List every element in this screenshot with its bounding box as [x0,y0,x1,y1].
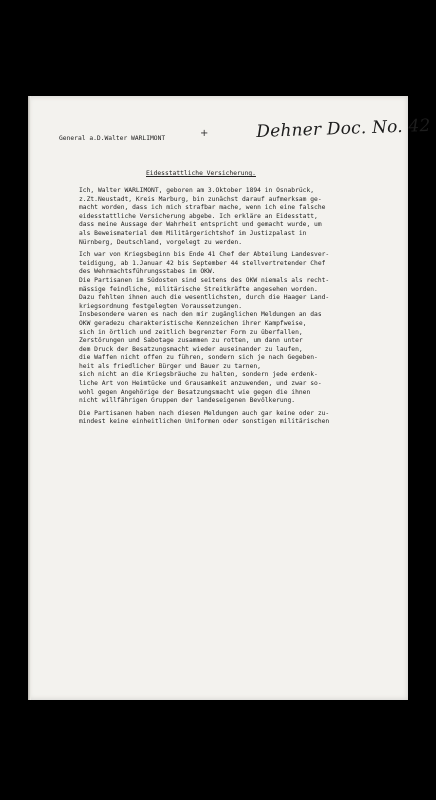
paragraph-partisans [79,277,399,406]
text-line: Nürnberg, Deutschland, vorgelegt zu werden. [79,238,243,246]
text-line: Die Partisanen im Südosten sind seitens des OKW niemals als recht- [79,276,330,284]
text-line: Insbesondere waren es nach den mir zugänglichen Meldungen an das [79,311,322,319]
text-line: z.Zt.Neustadt, Kreis Marburg, bin zunächst darauf aufmerksam ge- [79,195,322,203]
paragraph-intro [79,187,399,247]
text-line: als Beweismaterial dem Militärgerichtshof im Justizpalast in [79,229,307,237]
text-line: heit als friedlicher Bürger und Bauer zu tarnen, [79,362,261,370]
text-line: mindest keine einheitlichen Uniformen oder sonstigen militärischen [79,418,330,426]
text-line: kriegsordnung festgelegten Voraussetzungen. [79,302,243,310]
text-line: Zerstörungen und Sabotage zusammen zu rotten, um dann unter [79,337,303,345]
text-line: teidigung, ab 1.Januar 42 bis September 44 stellvertretender Chef [79,259,326,267]
page-edge-shadow [28,96,31,700]
plus-mark: + [200,128,209,139]
text-line: dem Druck der Besatzungsmacht wieder auseinander zu laufen, [79,345,303,353]
text-line: sich in örtlich und zeitlich begrenzter Form zu überfallen, [79,328,303,336]
paragraph-uniforms [79,410,399,427]
author-header: General a.D.Walter WARLIMONT [59,135,166,142]
document-body [79,187,399,431]
text-line: Ich, Walter WARLIMONT, geboren am 3.Oktober 1894 in Osnabrück, [79,187,315,194]
text-line: nicht willfährigen Gruppen der landeseigenen Bevölkerung. [79,397,296,405]
text-line: sich nicht an die Kriegsbräuche zu halten, sondern jede erdenk- [79,371,318,379]
text-line: macht worden, dass ich mich strafbar mache, wenn ich eine falsche [79,204,326,212]
text-line: wohl gegen Angehörige der Besatzungsmacht wie gegen die ihnen [79,388,311,396]
text-line: OKW geradezu charakteristische Kennzeichen ihrer Kampfweise, [79,319,307,327]
text-line: des Wehrmachtsführungsstabes im OKW. [79,268,216,276]
text-line: die Waffen nicht offen zu führen, sondern sich je nach Gegeben- [79,354,318,362]
paragraph-position [79,251,399,277]
text-line: Dazu fehlten ihnen auch die wesentlichsten, durch die Haager Land- [79,294,330,302]
text-line: Die Partisanen haben nach diesen Meldungen auch gar keine oder zu- [79,409,330,417]
text-line: eidesstattliche Versicherung abgebe. Ich erkläre an Eidesstatt, [79,212,318,220]
handwritten-document-number: Dehner Doc. No. 42 [256,115,431,142]
document-title: Eidesstattliche Versicherung. [146,170,256,177]
text-line: mässige feindliche, militärische Streitkräfte angesehen worden. [79,285,318,293]
text-line: dass meine Aussage der Wahrheit entspricht und gemacht wurde, um [79,221,322,229]
text-line: Ich war von Kriegsbeginn bis Ende 41 Chef der Abteilung Landesver- [79,251,330,259]
text-line: liche Art von Heimtücke und Grausamkeit anzuwenden, und zwar so- [79,380,322,388]
